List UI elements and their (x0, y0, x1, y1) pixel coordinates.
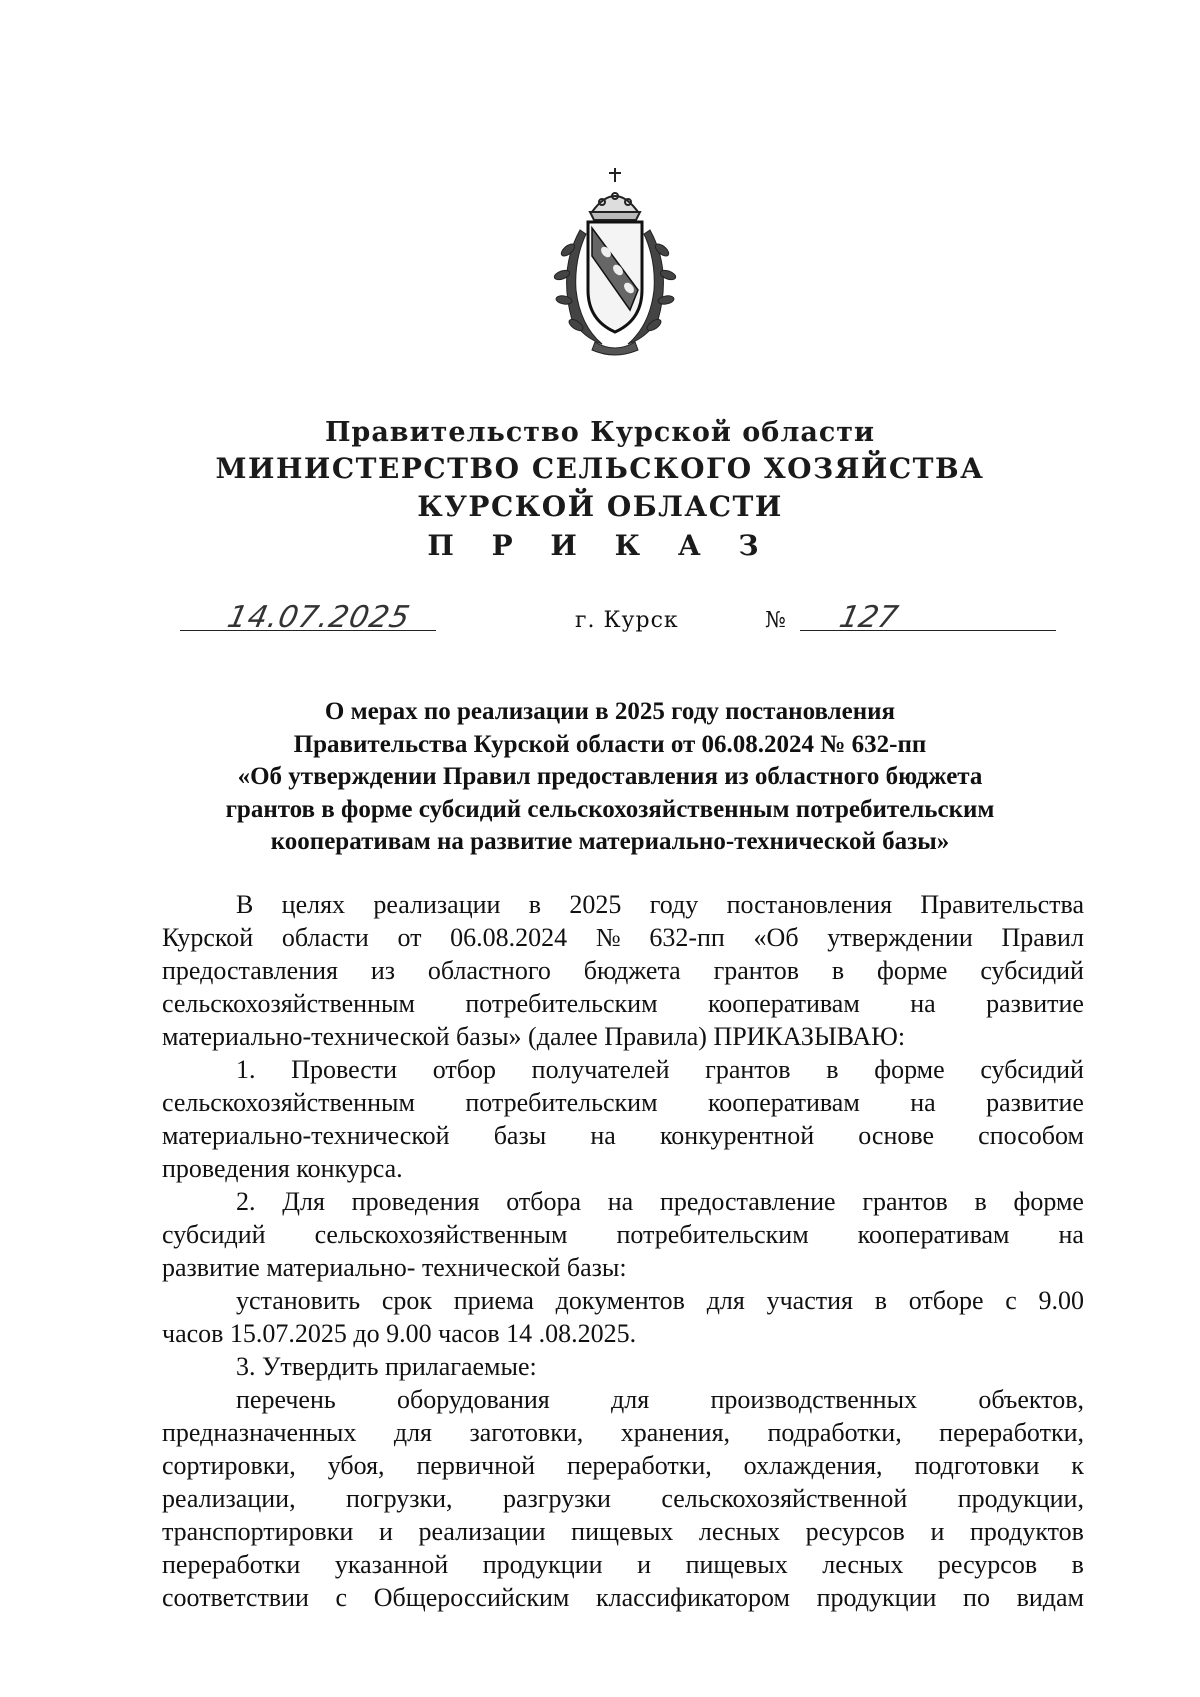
body-word: отбора (506, 1187, 582, 1216)
body-word: утверждении (827, 923, 973, 952)
body-word: в (831, 956, 845, 985)
body-word: сельскохозяйственным (162, 1088, 415, 1117)
body-word: участия (766, 1286, 853, 1315)
body-word: проведения (351, 1187, 480, 1216)
body-word: реализации (373, 890, 501, 919)
body-word: на (910, 1088, 936, 1117)
body-word: сельскохозяйственным (162, 989, 415, 1018)
body-line (162, 1416, 1084, 1449)
body-word: сельскохозяйственным (314, 1220, 568, 1249)
body-word: «Об (753, 923, 799, 952)
body-word: убоя, (327, 1451, 385, 1480)
body-word: 9.00 (1038, 1286, 1084, 1315)
body-word: объектов, (978, 1385, 1084, 1414)
document-type: П Р И К А З (427, 529, 773, 562)
body-word: для (706, 1286, 745, 1315)
body-text: проведения конкурса. (162, 1154, 403, 1183)
body-word: соответствии (162, 1583, 309, 1612)
body-word: для (611, 1385, 650, 1414)
body-word: форме (1013, 1187, 1084, 1216)
body-word: области (281, 923, 369, 952)
title-line: О мерах по реализации в 2025 году постановления (324, 698, 896, 725)
body-word: с (1005, 1286, 1017, 1315)
body-word: первичной (416, 1451, 536, 1480)
body-word: погрузки, (346, 1484, 453, 1513)
ministry-name-line2: КУРСКОЙ ОБЛАСТИ (417, 490, 783, 523)
body-word: постановления (726, 890, 893, 919)
body-line (162, 1581, 1084, 1614)
body-word: оборудования (397, 1385, 550, 1414)
body-word: Курской (162, 923, 254, 952)
body-text: развитие материально- технической базы: (162, 1253, 627, 1282)
body-word: грантов (713, 956, 799, 985)
body-word: транспортировки (162, 1517, 354, 1546)
body-word: потребительским (465, 1088, 658, 1117)
number-underline (800, 630, 1056, 631)
body-word: базы (493, 1121, 547, 1150)
document-body (162, 888, 1084, 1614)
body-word: субсидий (980, 956, 1084, 985)
body-word: переработки (162, 1550, 301, 1579)
body-line (162, 1383, 1084, 1416)
body-word: для (393, 1418, 433, 1447)
title-line: кооперативам на развитие материально-технической базы» (270, 828, 950, 855)
body-word: документов (555, 1286, 685, 1315)
body-line (162, 1185, 1084, 1218)
body-word: 1. (236, 1055, 256, 1084)
body-line (162, 1020, 1084, 1053)
body-word: с (335, 1583, 348, 1612)
body-word: продукции (482, 1550, 603, 1579)
body-line (162, 1317, 1084, 1350)
body-word: указанной (334, 1550, 449, 1579)
body-word: предоставление (659, 1187, 836, 1216)
body-word: на (607, 1187, 634, 1216)
body-word: хранения, (620, 1418, 731, 1447)
body-word: субсидий (980, 1055, 1084, 1084)
body-line (162, 954, 1084, 987)
body-word: в (874, 1286, 887, 1315)
body-word: основе (858, 1121, 935, 1150)
body-word: 06.08.2024 (450, 923, 568, 952)
body-word: подготовки (914, 1451, 1040, 1480)
body-word: реализации, (162, 1484, 296, 1513)
body-word: предназначенных (162, 1418, 357, 1447)
body-word: подработки, (767, 1418, 902, 1447)
body-word: кооперативам (857, 1220, 1010, 1249)
body-word: сельскохозяйственной (661, 1484, 908, 1513)
body-word: реализации (418, 1517, 546, 1546)
body-word: № (595, 923, 621, 952)
body-text: 3. Утвердить прилагаемые: (236, 1352, 537, 1381)
body-word: срок (381, 1286, 432, 1315)
number-sign: № (765, 608, 786, 633)
body-word: Провести (291, 1055, 398, 1084)
body-word: 2025 (569, 890, 622, 919)
body-word: субсидий (162, 1220, 266, 1249)
date-underline (180, 630, 436, 631)
body-word: развитие (986, 1088, 1084, 1117)
title-line: грантов в форме субсидий сельскохозяйственным потребительским (225, 795, 995, 823)
body-word: В (236, 890, 254, 919)
body-word: переработки, (939, 1418, 1084, 1447)
body-line (162, 921, 1084, 954)
body-line (162, 888, 1084, 921)
body-word: потребительским (465, 989, 658, 1018)
body-word: и (378, 1517, 393, 1546)
body-word: отборе (908, 1286, 984, 1315)
body-word: на (590, 1121, 616, 1150)
body-word: в (1071, 1550, 1084, 1579)
body-word: производственных (710, 1385, 918, 1414)
coat-of-arms-emblem (540, 160, 690, 360)
body-word: из (370, 956, 396, 985)
body-text: материально-технической базы» (далее Правила) ПРИКАЗЫВАЮ: (162, 1022, 906, 1051)
body-word: на (910, 989, 936, 1018)
body-word: областного (427, 956, 551, 985)
body-line (162, 1152, 1084, 1185)
body-word: материально-технической (162, 1121, 450, 1150)
body-word: ресурсов (805, 1517, 905, 1546)
body-word: пищевых (571, 1517, 674, 1546)
body-word: 2. (236, 1187, 256, 1216)
body-word: классификатором (596, 1583, 790, 1612)
body-word: Для (282, 1187, 325, 1216)
body-word: сортировки, (162, 1451, 296, 1480)
body-word: 632-пп (649, 923, 725, 952)
body-line (162, 1218, 1084, 1251)
body-word: бюджета (583, 956, 681, 985)
body-word: к (1071, 1451, 1084, 1480)
body-word: продукции, (957, 1484, 1084, 1513)
body-word: по (963, 1583, 990, 1612)
body-line (162, 1548, 1084, 1581)
document-meta-row (0, 600, 1200, 650)
title-line: Правительства Курской области от 06.08.2024 № 632-пп (293, 730, 927, 758)
body-word: разгрузки (502, 1484, 611, 1513)
body-word: отбор (432, 1055, 496, 1084)
body-line (162, 1515, 1084, 1548)
title-line: «Об утверждении Правил предоставления из областного бюджета (237, 763, 983, 790)
document-city: г. Курск (575, 608, 679, 633)
body-word: форме (874, 1055, 945, 1084)
ministry-name-line1: МИНИСТЕРСТВО СЕЛЬСКОГО ХОЗЯЙСТВА (215, 452, 985, 485)
body-word: грантов (705, 1055, 791, 1084)
body-word: предоставления (162, 956, 338, 985)
body-word: кооперативам (707, 989, 860, 1018)
body-line (162, 1251, 1084, 1284)
body-word: способом (978, 1121, 1084, 1150)
body-word: Общероссийским (373, 1583, 570, 1612)
body-word: в (528, 890, 542, 919)
body-word: лесных (822, 1550, 904, 1579)
body-line (162, 1284, 1084, 1317)
body-word: развитие (986, 989, 1084, 1018)
body-word: на (1058, 1220, 1084, 1249)
body-word: видам (1016, 1583, 1084, 1612)
document-header (0, 416, 1200, 566)
document-title (160, 696, 1060, 859)
body-word: лесных (698, 1517, 781, 1546)
body-word: в (974, 1187, 987, 1216)
body-word: и (930, 1517, 945, 1546)
body-text: часов 15.07.2025 до 9.00 часов 14 .08.2025. (162, 1319, 637, 1348)
body-line (162, 987, 1084, 1020)
body-line (162, 1053, 1084, 1086)
body-line (162, 1350, 1084, 1383)
body-word: ресурсов (937, 1550, 1038, 1579)
body-word: приема (453, 1286, 534, 1315)
body-word: целях (281, 890, 346, 919)
body-word: охлаждения, (743, 1451, 883, 1480)
body-word: конкурентной (659, 1121, 815, 1150)
body-word: продукции (816, 1583, 937, 1612)
body-word: форме (877, 956, 948, 985)
body-word: и (637, 1550, 652, 1579)
body-word: установить (236, 1286, 361, 1315)
body-word: потребительским (616, 1220, 809, 1249)
body-line (162, 1119, 1084, 1152)
body-word: Правительства (920, 890, 1084, 919)
body-word: грантов (862, 1187, 948, 1216)
body-word: заготовки, (469, 1418, 584, 1447)
body-word: получателей (531, 1055, 670, 1084)
body-word: продуктов (969, 1517, 1084, 1546)
government-name: Правительство Курской области (324, 417, 876, 448)
body-word: перечень (236, 1385, 336, 1414)
body-word: году (649, 890, 699, 919)
body-line (162, 1086, 1084, 1119)
body-word: переработки, (566, 1451, 712, 1480)
body-word: Правил (1001, 923, 1084, 952)
body-word: кооперативам (707, 1088, 860, 1117)
body-word: пищевых (685, 1550, 788, 1579)
document-date: 14.07.2025 (224, 600, 414, 635)
body-word: в (826, 1055, 839, 1084)
document-number: 127 (836, 600, 901, 635)
body-line (162, 1482, 1084, 1515)
body-line (162, 1449, 1084, 1482)
body-word: от (397, 923, 422, 952)
